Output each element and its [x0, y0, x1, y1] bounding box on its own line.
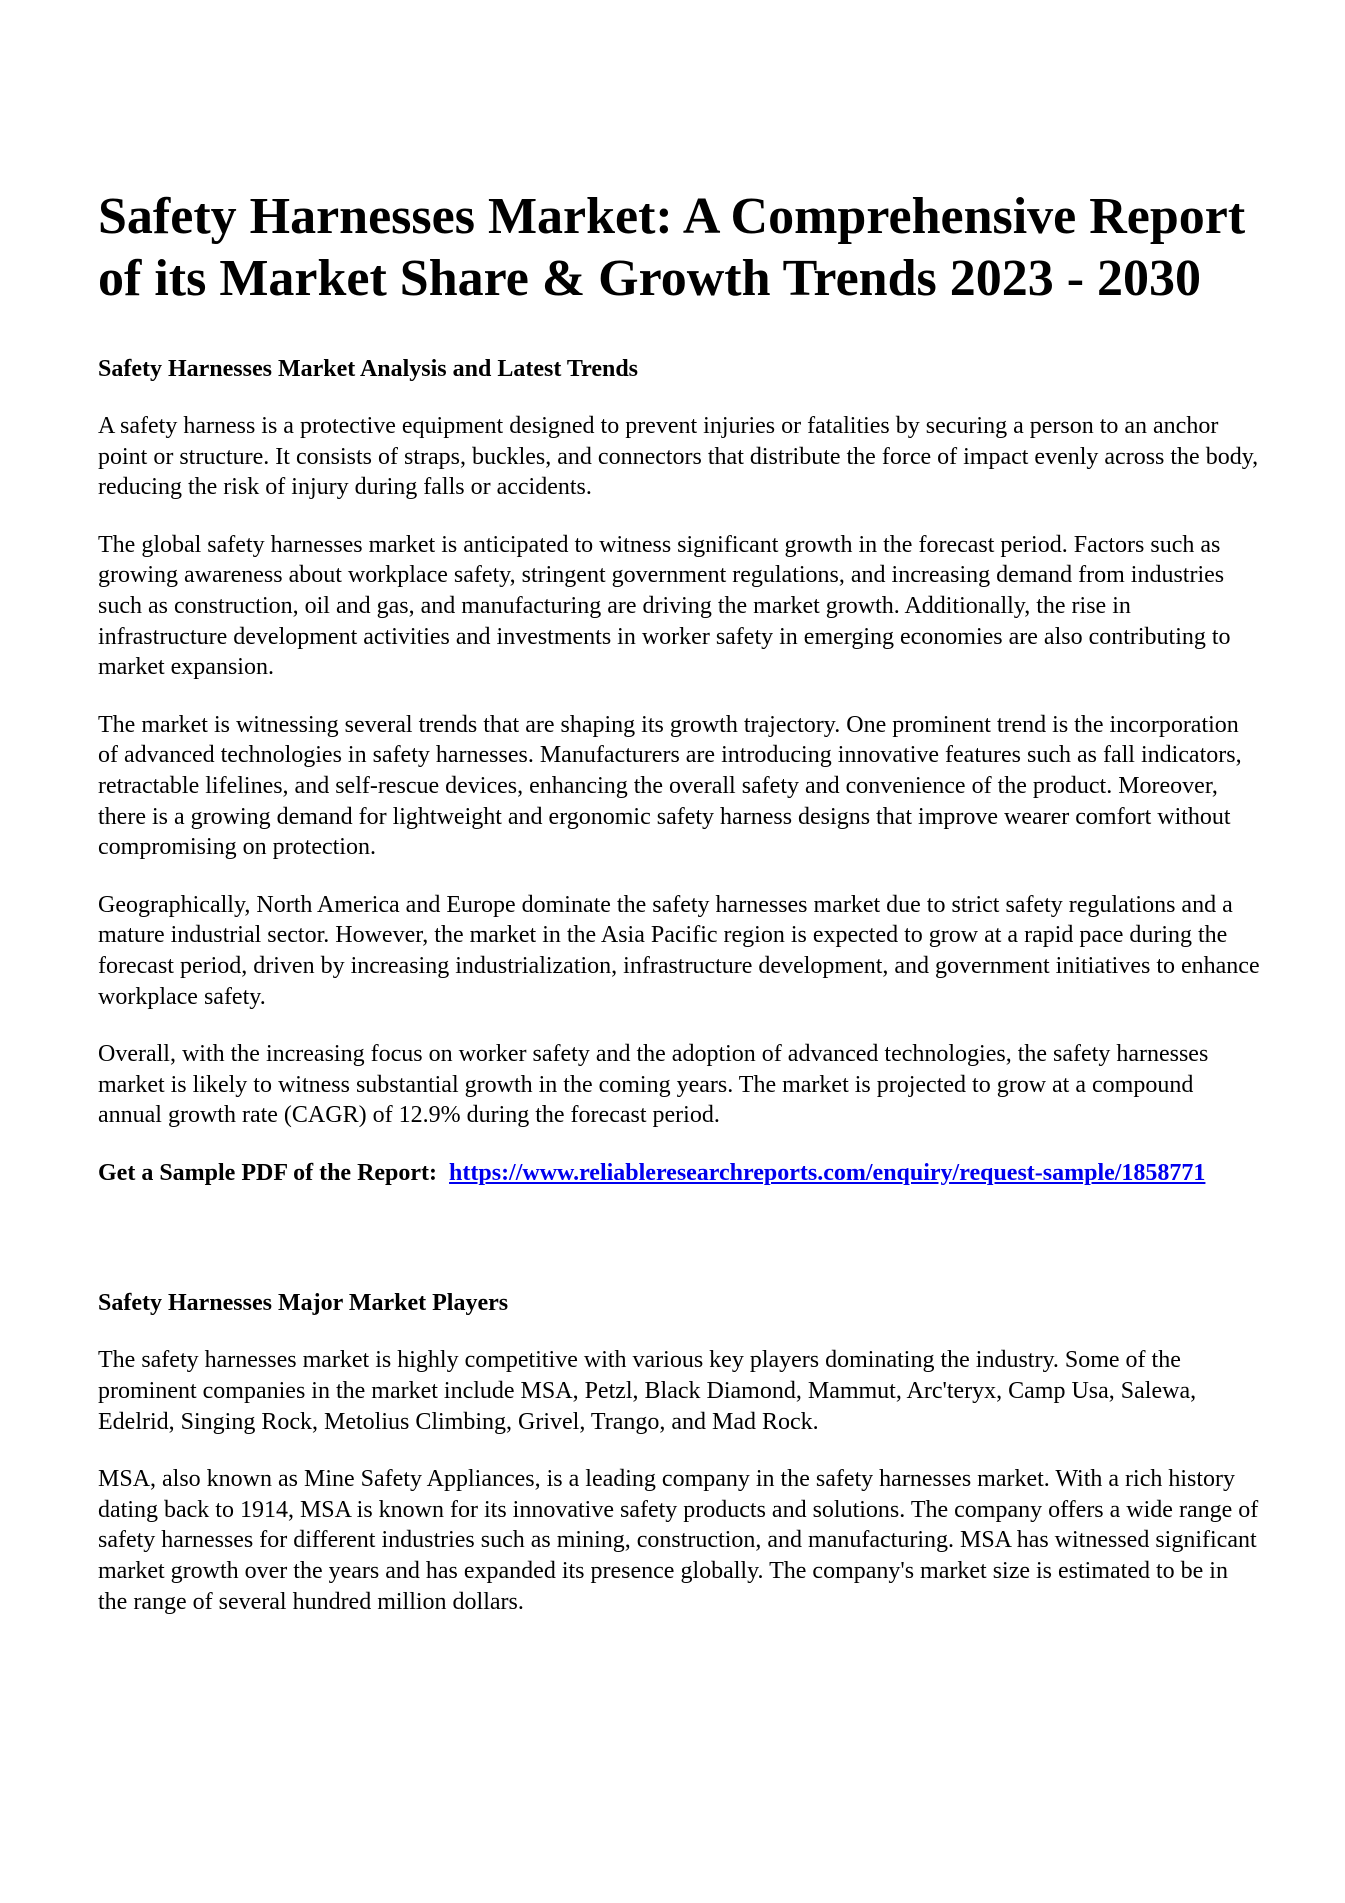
paragraph: The market is witnessing several trends that are shaping its growth trajectory. One prominent trend is the incorporation of advanced technologies in safety harnesses. Manufacturers are introducing innovative features such as fall indicators, retractable lifelines, and self-rescue devices, enhancing the overall safety and convenience of the product. Moreover, there is a growing demand for lightweight and ergonomic safety harness designs that improve wearer comfort without compromising on protection. — [98, 711, 1242, 861]
sample-pdf-line — [98, 1158, 1263, 1189]
section-heading-players: Safety Harnesses Major Market Players — [98, 1290, 509, 1317]
page-title: Safety Harnesses Market: A Comprehensive Report of its Market Share & Growth Trends 2023 - 2030 — [98, 188, 1246, 307]
sample-pdf-label: Get a Sample PDF of the Report: — [98, 1159, 438, 1186]
paragraph: A safety harness is a protective equipment designed to prevent injuries or fatalities by securing a person to an anchor point or structure. It consists of straps, buckles, and connectors that distribute the force of impact evenly across the body, reducing the risk of injury during falls or accidents. — [98, 413, 1259, 501]
paragraph: The safety harnesses market is highly competitive with various key players dominating the industry. Some of the prominent companies in the market include MSA, Petzl, Black Diamond, Mammut, Arc'teryx, Camp Usa, Salewa, Edelrid, Singing Rock, Metolius Climbing, Grivel, Trango, and Mad Rock. — [98, 1347, 1197, 1435]
paragraph: The global safety harnesses market is anticipated to witness significant growth in the forecast period. Factors such as growing awareness about workplace safety, stringent government regulations, and increasing demand from industries such as construction, oil and gas, and manufacturing are driving the market growth. Additionally, the rise in infrastructure development activities and investments in worker safety in emerging economies are also contributing to market expansion. — [98, 531, 1231, 681]
document-page — [98, 186, 1263, 1644]
paragraph: Overall, with the increasing focus on worker safety and the adoption of advanced technologies, the safety harnesses market is likely to witness substantial growth in the coming years. The market is projected to grow at a compound annual growth rate (CAGR) of 12.9% during the forecast period. — [98, 1041, 1209, 1129]
sample-pdf-link[interactable]: https://www.reliableresearchreports.com/enquiry/request-sample/1858771 — [449, 1159, 1206, 1186]
paragraph: Geographically, North America and Europe dominate the safety harnesses market due to strict safety regulations and a mature industrial sector. However, the market in the Asia Pacific region is expected to grow at a rapid pace during the forecast period, driven by increasing industrialization, infrastructure development, and government initiatives to enhance workplace safety. — [98, 891, 1260, 1010]
section-heading-analysis: Safety Harnesses Market Analysis and Latest Trends — [98, 356, 639, 382]
paragraph: MSA, also known as Mine Safety Appliances, is a leading company in the safety harnesses market. With a rich history dating back to 1914, MSA is known for its innovative safety products and solutions. The company offers a wide range of safety harnesses for different industries such as mining, construction, and manufacturing. MSA has witnessed significant market growth over the years and has expanded its presence globally. The company's market size is estimated to be in the range of several hundred million dollars. — [98, 1466, 1259, 1615]
spacer — [98, 1188, 1263, 1288]
